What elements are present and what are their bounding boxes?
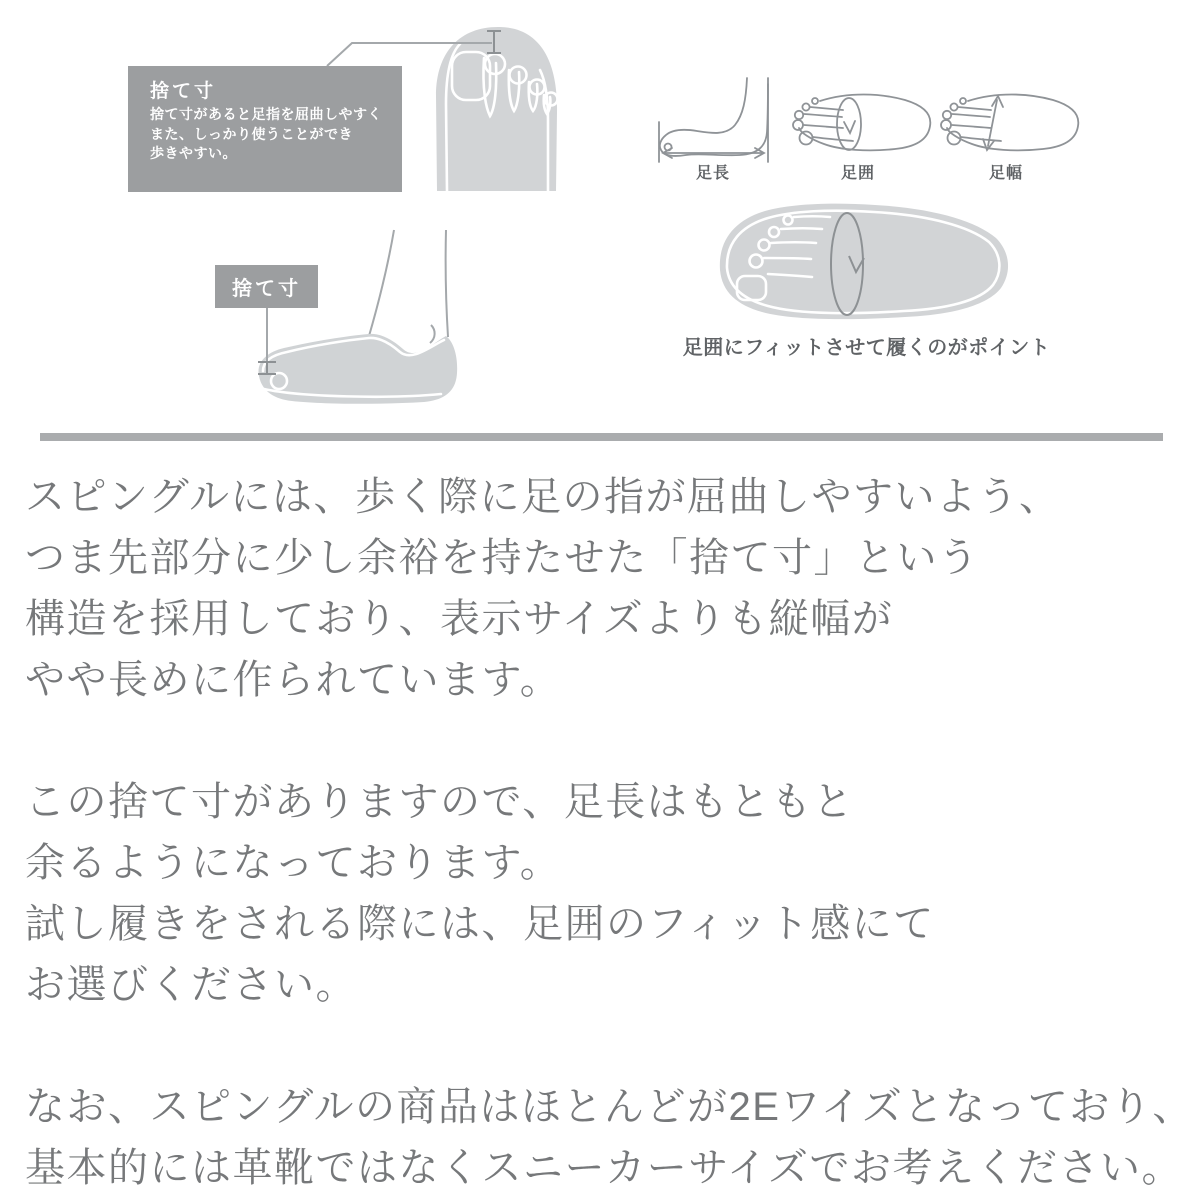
section-divider	[40, 433, 1163, 441]
paragraph	[25, 772, 1185, 1016]
text-line: 試し履きをされる際には、足囲のフィット感にて	[25, 902, 935, 946]
paragraph	[25, 1077, 1194, 1199]
foot-side-view-illustration	[258, 230, 457, 404]
foot-width-diagram	[941, 95, 1078, 183]
text-line: この捨て寸がありますので、足長はもともと	[25, 780, 855, 824]
text-line: 基本的には革靴ではなくスニーカーサイズでお考えください。	[25, 1146, 1183, 1190]
callout-line: また、しっかり使うことができ	[150, 125, 353, 142]
description-text	[25, 467, 1194, 1200]
foot-top-view-illustration	[436, 27, 558, 191]
text-line: なお、スピングルの商品はほとんどが2Eワイズとなっており、	[25, 1085, 1194, 1129]
foot-length-diagram	[659, 78, 768, 182]
callout-title: 捨て寸	[150, 81, 217, 102]
foot-length-label: 足長	[695, 165, 731, 182]
sizing-diagram-artwork	[0, 0, 1200, 432]
toe-gap-callout-box	[128, 66, 402, 192]
foot-girth-label: 足囲	[840, 165, 876, 182]
text-line: スピングルには、歩く際に足の指が屈曲しやすいよう、	[25, 475, 1061, 519]
text-line: 余るようになっております。	[25, 841, 562, 885]
text-line: お選びください。	[25, 963, 357, 1007]
toe-gap-label-box: 捨て寸	[215, 265, 318, 308]
foot-width-label: 足幅	[988, 165, 1024, 182]
fit-point-caption: 足囲にフィットさせて履くのがポイント	[682, 337, 1051, 359]
foot-girth-fit-illustration	[720, 204, 1008, 319]
callout-line: 歩きやすい。	[150, 145, 237, 161]
paragraph	[25, 467, 1185, 711]
text-line: やや長めに作られています。	[25, 658, 562, 702]
callout-line: 捨て寸があると足指を屈曲しやすく	[150, 106, 382, 122]
text-line: つま先部分に少し余裕を持たせた「捨て寸」という	[25, 536, 980, 580]
foot-girth-diagram	[793, 95, 930, 183]
text-line: 構造を採用しており、表示サイズよりも縦幅が	[25, 597, 894, 641]
